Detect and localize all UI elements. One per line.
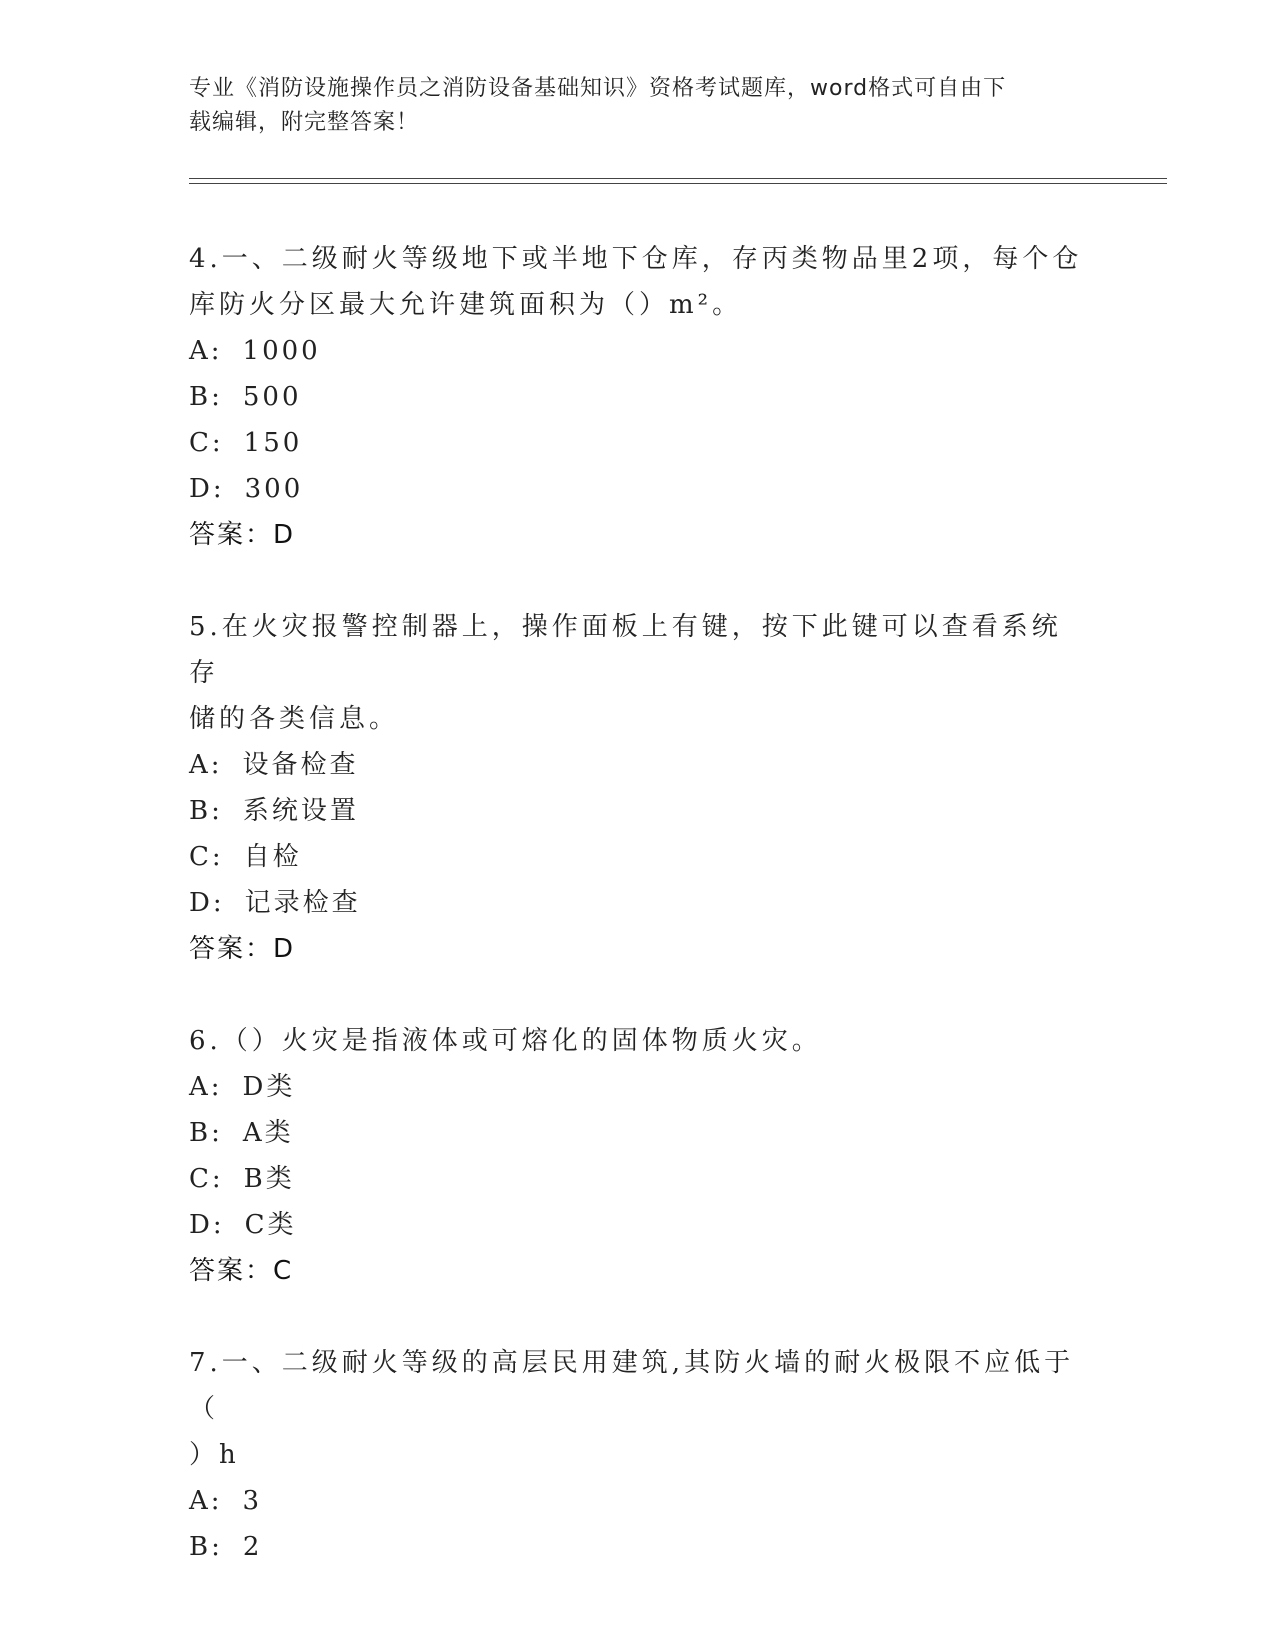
option-c [189,420,1089,466]
option-letter: B: [189,382,223,412]
option-letter: B: [189,796,223,826]
option-letter: A: [189,750,223,780]
question-stem-line: 6.（）火灾是指液体或可熔化的固体物质火灾。 [189,1026,822,1056]
option-letter: C: [189,1164,224,1194]
option-letter: B: [189,1118,223,1148]
question-stem-line: ）h [189,1440,240,1470]
question-stem-line: 4.一、二级耐火等级地下或半地下仓库，存丙类物品里2项，每个仓 [189,244,1083,274]
option-a [189,1064,1089,1110]
option-text: 150 [243,428,303,458]
question-6 [189,1018,1089,1294]
document-header [189,72,1089,140]
option-text: 500 [242,382,302,412]
option-letter: C: [189,842,224,872]
option-c [189,834,1089,880]
option-text: D类 [242,1072,296,1102]
answer-line: 答案：C [189,1256,294,1286]
option-text: 3 [242,1486,263,1516]
option-a [189,328,1089,374]
option-b [189,1524,1089,1570]
option-b [189,1110,1089,1156]
question-stem-line: 储的各类信息。 [189,704,400,734]
option-c [189,1156,1089,1202]
question-stem-line: 5.在火灾报警控制器上，操作面板上有键，按下此键可以查看系统存 [189,612,1062,688]
option-letter: D: [189,888,225,918]
option-a [189,1478,1089,1524]
option-text: 设备检查 [242,750,359,780]
option-text: B类 [243,1164,295,1194]
option-text: C类 [244,1210,297,1240]
option-letter: C: [189,428,224,458]
answer-line: 答案：D [189,934,296,964]
header-divider-top [189,178,1167,179]
header-line-2: 载编辑，附完整答案！ [189,110,420,135]
option-d [189,1202,1089,1248]
option-letter: D: [189,1210,225,1240]
question-7 [189,1340,1089,1570]
option-text: 2 [242,1532,263,1562]
option-text: A类 [242,1118,294,1148]
option-text: 1000 [242,336,321,366]
question-stem-line: 7.一、二级耐火等级的高层民用建筑,其防火墙的耐火极限不应低于（ [189,1348,1075,1424]
option-text: 系统设置 [242,796,359,826]
option-letter: A: [189,1486,223,1516]
header-line-1: 专业《消防设施操作员之消防设备基础知识》资格考试题库，word格式可自由下 [189,76,1007,101]
option-d [189,466,1089,512]
option-b [189,788,1089,834]
option-text: 记录检查 [244,888,361,918]
option-b [189,374,1089,420]
option-a [189,742,1089,788]
option-d [189,880,1089,926]
option-text: 300 [244,474,304,504]
option-letter: A: [189,1072,223,1102]
header-divider-bottom [189,183,1167,184]
question-list [189,236,1089,1570]
question-4 [189,236,1089,558]
answer-line: 答案：D [189,520,296,550]
option-letter: A: [189,336,223,366]
question-stem-line: 库防火分区最大允许建筑面积为（）m²。 [189,290,743,320]
question-5 [189,604,1089,972]
option-text: 自检 [243,842,302,872]
option-letter: D: [189,474,225,504]
option-letter: B: [189,1532,223,1562]
